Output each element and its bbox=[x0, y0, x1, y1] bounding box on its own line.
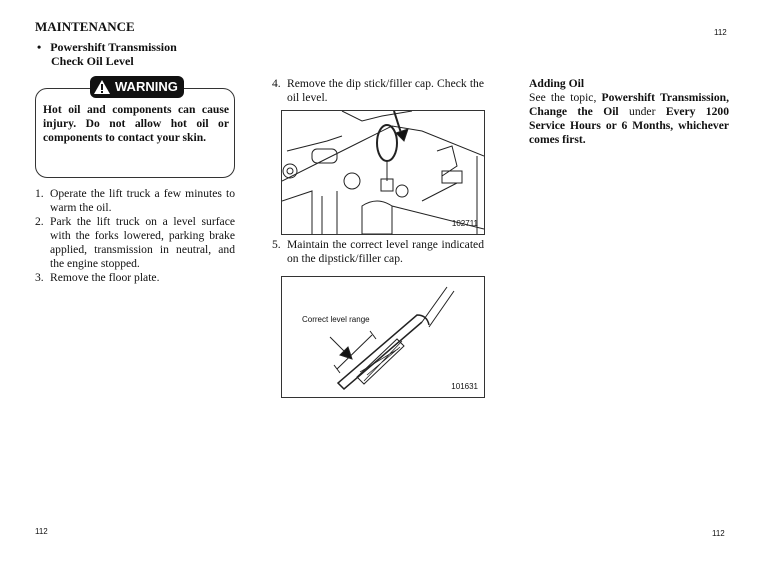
step-5: 5. Maintain the correct level range indicated on the dipstick/filler cap. bbox=[272, 238, 484, 265]
page-number-top: 112 bbox=[714, 28, 727, 37]
section-heading: MAINTENANCE bbox=[35, 19, 135, 34]
figure-number: 102711 bbox=[451, 219, 478, 228]
figure-number: 101631 bbox=[451, 382, 478, 391]
engine-illustration bbox=[282, 111, 484, 234]
page-number-left: 112 bbox=[35, 527, 48, 536]
step-1: 1. Operate the lift truck a few minutes to warm the oil. bbox=[35, 187, 235, 214]
step-5-block bbox=[272, 238, 484, 266]
page-number-right: 112 bbox=[712, 529, 725, 538]
bullet: • bbox=[37, 40, 42, 54]
figure-dipstick-level bbox=[281, 276, 485, 398]
warning-triangle-icon bbox=[94, 80, 110, 94]
level-range-label: Correct level range bbox=[302, 315, 370, 324]
warning-label: WARNING bbox=[90, 76, 184, 98]
topic-title: • Powershift Transmission Check Oil Level bbox=[37, 40, 177, 68]
figure-engine-dipstick bbox=[281, 110, 485, 235]
steps-list-left bbox=[35, 187, 235, 285]
adding-oil-heading: Adding Oil bbox=[529, 77, 585, 90]
adding-oil-text: See the topic, Powershift Transmission, Change the Oil under Every 1200 Service Hours or 6 Months, whichever comes first. bbox=[529, 91, 729, 146]
step-4-block bbox=[272, 77, 484, 105]
step-2: 2. Park the lift truck on a level surface with the forks lowered, parking brake applied, transmission in neutral, and the engine stopped. bbox=[35, 215, 235, 270]
step-3: 3. Remove the floor plate. bbox=[35, 271, 160, 284]
step-4: 4. Remove the dip stick/filler cap. Check the oil level. bbox=[272, 77, 484, 104]
dipstick-illustration bbox=[282, 277, 484, 397]
warning-text: Hot oil and components can cause injury. Do not allow hot oil or components to contact your skin. bbox=[43, 103, 229, 144]
